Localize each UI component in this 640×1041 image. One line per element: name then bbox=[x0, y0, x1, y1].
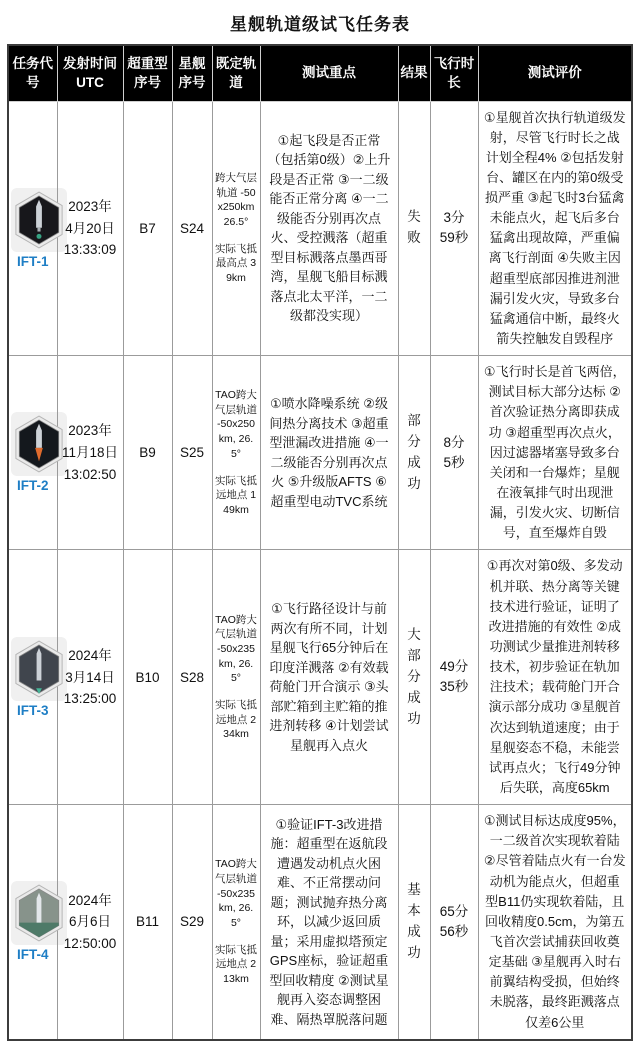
ift-1-mission-patch bbox=[11, 188, 67, 252]
launch-date: 6月6日 bbox=[68, 914, 112, 930]
duration-cell bbox=[430, 356, 478, 550]
mission-cell bbox=[8, 805, 57, 1040]
launch-date: 11月18日 bbox=[61, 445, 119, 461]
orbit-cell bbox=[212, 101, 260, 356]
mission-label: IFT-1 bbox=[16, 253, 49, 269]
ift-4-mission-patch bbox=[11, 881, 67, 945]
launch-clock: 12:50:00 bbox=[63, 935, 117, 951]
ift-2-mission-patch bbox=[11, 412, 67, 476]
table-row-ift-1 bbox=[8, 101, 632, 356]
header-test-focus: 测试重点 bbox=[260, 45, 398, 101]
header-test-evaluation: 测试评价 bbox=[478, 45, 632, 101]
mission-label: IFT-4 bbox=[16, 947, 49, 963]
duration-cell bbox=[430, 101, 478, 356]
evaluation-cell: ①测试目标达成度95%，一二级首次实现软着陆 ②尽管着陆点火有一台发动机为能点火，但超重型B11仍实现软着陆，且回收精度0.5cm，为第五飞首次尝试捕获回收奠定基础 ③星舰再入时右前翼结构受损，但始终未脱落，最终距溅落点仅差6公里 bbox=[478, 805, 632, 1040]
ship-serial-cell: S25 bbox=[172, 356, 212, 550]
launch-date: 4月20日 bbox=[65, 220, 115, 236]
ift-2-mission-patch-icon bbox=[13, 415, 65, 473]
launch-year: 2024年 bbox=[68, 892, 112, 908]
evaluation-cell: ①再次对第0级、多发动机并联、热分离等关键技术进行验证，证明了改进措施的有效性 ②成功测试少量推进剂转移技术，初步验证在轨加注技术；载荷舱门开合演示部分成功 ③星舰首次达到轨道速度；由于星舰姿态不稳，未能尝试再点火；飞行49分钟后失联，高度65km bbox=[478, 550, 632, 805]
orbit-actual: 实际飞抵远地点 234km bbox=[215, 698, 257, 741]
duration-minutes: 49分 bbox=[439, 659, 469, 675]
launch-year: 2024年 bbox=[68, 647, 112, 663]
booster-serial-cell: B9 bbox=[123, 356, 172, 550]
evaluation-cell: ①星舰首次执行轨道级发射，尽管飞行时长之战计划全程4% ②包括发射台、罐区在内的第0级受损严重 ③起飞时3台猛禽未能点火，起飞后多台猛禽出现故障，严重偏离飞行剖面 ④失败主因超重型底部因推进剂泄漏引发火灾，导致多台猛禽通信中断，最终火箭失控触发自毁程序 bbox=[478, 101, 632, 356]
header-planned-orbit: 既定轨道 bbox=[212, 45, 260, 101]
orbit-cell bbox=[212, 805, 260, 1040]
launch-time-cell bbox=[57, 356, 123, 550]
launch-year: 2023年 bbox=[68, 198, 112, 214]
orbit-planned: TAO跨大气层轨道 -50x235 km, 26.5° bbox=[215, 613, 257, 685]
rocket-icon bbox=[37, 893, 42, 923]
result-cell: 部分成功 bbox=[398, 356, 430, 550]
ift-1-mission-patch-icon bbox=[13, 191, 65, 249]
duration-cell bbox=[430, 805, 478, 1040]
header-ship-serial: 星舰序号 bbox=[172, 45, 212, 101]
test-focus-cell: ①飞行路径设计与前两次有所不同，计划星舰飞行65分钟后在印度洋溅落 ②有效载荷舱门开合演示 ③头部贮箱到主贮箱的推进剂转移 ④计划尝试星舰再入点火 bbox=[260, 550, 398, 805]
ift-3-mission-patch bbox=[11, 637, 67, 701]
duration-seconds: 56秒 bbox=[439, 923, 469, 939]
booster-serial-cell: B10 bbox=[123, 550, 172, 805]
launch-clock: 13:33:09 bbox=[63, 242, 117, 258]
header-flight-duration: 飞行时长 bbox=[430, 45, 478, 101]
header-result: 结果 bbox=[398, 45, 430, 101]
ift-3-mission-patch-icon bbox=[13, 640, 65, 698]
rocket-icon bbox=[37, 648, 42, 681]
result-cell: 基本成功 bbox=[398, 805, 430, 1040]
test-focus-cell: ①喷水降噪系统 ②级间热分离技术 ③超重型泄漏改进措施 ④一二级能否分别再次点火 ⑤升级版AFTS ⑥超重型电动TVC系统 bbox=[260, 356, 398, 550]
orbit-planned: TAO跨大气层轨道 -50x235 km, 26.5° bbox=[215, 858, 257, 929]
mission-cell bbox=[8, 101, 57, 356]
page-title: 星舰轨道级试飞任务表 bbox=[230, 15, 410, 34]
duration-minutes: 3分 bbox=[443, 210, 465, 226]
mission-cell bbox=[8, 356, 57, 550]
table-row-ift-3 bbox=[8, 550, 632, 805]
ship-serial-cell: S29 bbox=[172, 805, 212, 1040]
header-mission-code: 任务代号 bbox=[8, 45, 57, 101]
duration-seconds: 5秒 bbox=[443, 454, 465, 470]
booster-serial-cell: B7 bbox=[123, 101, 172, 356]
test-focus-cell: ①验证IFT-3改进措施：超重型在返航段遭遇发动机点火困难、不正常摆动问题；测试抛弃热分离环，以减少返回质量；采用虚拟塔预定GPS座标，验证超重型回收精度 ②测试星舰再入姿态调整困难、隔热罩脱落问题 bbox=[260, 805, 398, 1040]
duration-cell bbox=[430, 550, 478, 805]
orbit-cell bbox=[212, 356, 260, 550]
orbit-actual: 实际飞抵远地点 213km bbox=[215, 943, 257, 985]
launch-time-cell bbox=[57, 101, 123, 356]
evaluation-cell: ①飞行时长是首飞两倍，测试目标大部分达标 ②首次验证热分离即获成功 ③超重型再次点火，因过滤器堵塞导致多台关闭和一台爆炸；星舰在液氧排气时出现泄漏，引发火灾、切断信号，直至爆炸自毁 bbox=[478, 356, 632, 550]
orbit-actual: 实际飞抵最高点 39km bbox=[215, 242, 257, 285]
ship-serial-cell: S28 bbox=[172, 550, 212, 805]
booster-serial-cell: B11 bbox=[123, 805, 172, 1040]
launch-clock: 13:25:00 bbox=[63, 691, 117, 707]
launch-year: 2023年 bbox=[68, 423, 112, 439]
test-focus-cell: ①起飞段是否正常（包括第0级）②上升段是否正常 ③一二级能否正常分离 ④一二级能否分别再次点火、受控溅落（超重型目标溅落点墨西哥湾，星舰飞船目标溅落点北太平洋，一二级都没实现） bbox=[260, 101, 398, 356]
mission-table bbox=[7, 44, 633, 1041]
duration-seconds: 59秒 bbox=[439, 230, 469, 246]
mission-label: IFT-3 bbox=[16, 702, 49, 718]
ift-4-mission-patch-icon bbox=[13, 884, 65, 942]
duration-seconds: 35秒 bbox=[439, 679, 469, 695]
orbit-actual: 实际飞抵远地点 149km bbox=[215, 474, 257, 516]
header-row bbox=[8, 45, 632, 101]
header-booster-serial: 超重型序号 bbox=[123, 45, 172, 101]
orbit-cell bbox=[212, 550, 260, 805]
header-launch-time: 发射时间UTC bbox=[57, 45, 123, 101]
duration-minutes: 65分 bbox=[439, 903, 469, 919]
result-cell: 大部分成功 bbox=[398, 550, 430, 805]
duration-minutes: 8分 bbox=[443, 434, 465, 450]
launch-clock: 13:02:50 bbox=[63, 466, 117, 482]
orbit-planned: TAO跨大气层轨道 -50x250 km, 26.5° bbox=[215, 389, 257, 460]
table-row-ift-2 bbox=[8, 356, 632, 550]
orbit-planned: 跨大气层轨道 -50x250km 26.5° bbox=[215, 171, 257, 228]
launch-date: 3月14日 bbox=[65, 669, 115, 685]
launch-time-cell bbox=[57, 550, 123, 805]
mission-cell bbox=[8, 550, 57, 805]
ship-serial-cell: S24 bbox=[172, 101, 212, 356]
launch-time-cell bbox=[57, 805, 123, 1040]
table-row-ift-4 bbox=[8, 805, 632, 1040]
mission-label: IFT-2 bbox=[16, 478, 49, 494]
result-cell: 失败 bbox=[398, 101, 430, 356]
